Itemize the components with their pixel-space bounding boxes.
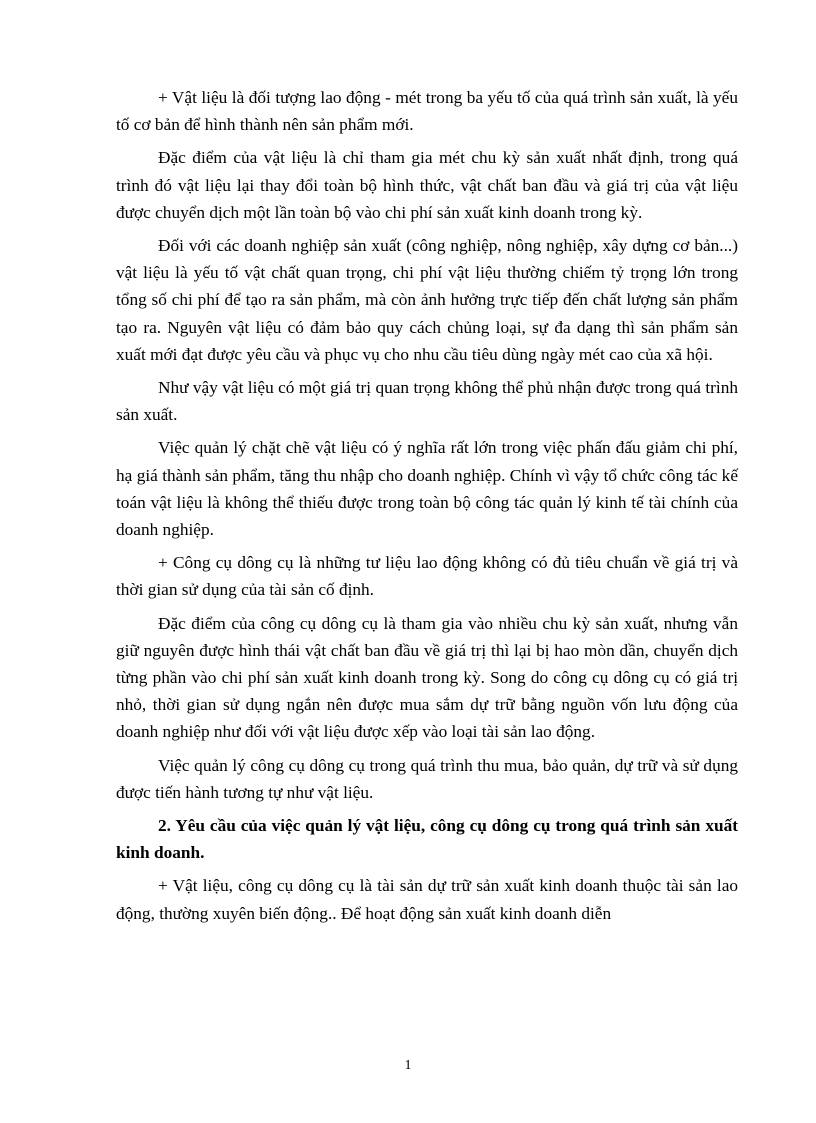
paragraph-material-value: Như vậy vật liệu có một giá trị quan trọng không thể phủ nhận được trong quá trình sản xuất. <box>116 378 738 425</box>
paragraph-tools-definition: + Công cụ dông cụ là những tư liệu lao động không có đủ tiêu chuẩn về giá trị và thời gian sử dụng của tài sản cố định. <box>116 553 738 600</box>
paragraph-material-definition: + Vật liệu là đối tượng lao động - mét trong ba yếu tố của quá trình sản xuất, là yếu tố cơ bản để hình thành nên sản phẩm mới. <box>116 88 738 135</box>
paragraph-material-management: Việc quản lý chặt chẽ vật liệu có ý nghĩa rất lớn trong việc phấn đấu giảm chi phí, hạ giá thành sản phẩm, tăng thu nhập cho doanh nghiệp. Chính vì vậy tổ chức công tác kế toán vật liệu là không thể thiếu được trong toàn bộ công tác quản lý kinh tế tài chính của doanh nghiệp. <box>116 438 738 540</box>
paragraph-material-importance: Đối với các doanh nghiệp sản xuất (công nghiệp, nông nghiệp, xây dựng cơ bản...) vật liệu là yếu tố vật chất quan trọng, chi phí vật liệu thường chiếm tỷ trọng lớn trong tổng số chi phí để tạo ra sản phẩm, mà còn ảnh hưởng trực tiếp đến chất lượng sản phẩm tạo ra. Nguyên vật liệu có đảm bảo quy cách chủng loại, sự đa dạng thì sản phẩm sản xuất mới đạt được yêu cầu và phục vụ cho nhu cầu tiêu dùng ngày mét cao của xã hội. <box>116 236 738 364</box>
section-heading: 2. Yêu cầu của việc quản lý vật liệu, công cụ dông cụ trong quá trình sản xuất kinh doanh. <box>116 816 738 863</box>
page-number: 1 <box>404 1058 412 1073</box>
document-body <box>116 84 738 933</box>
paragraph-material-characteristics: Đặc điểm của vật liệu là chỉ tham gia mét chu kỳ sản xuất nhất định, trong quá trình đó vật liệu lại thay đổi toàn bộ hình thức, vật chất ban đầu và giá trị của vật liệu được chuyển dịch một lần toàn bộ vào chi phí sản xuất kinh doanh trong kỳ. <box>116 148 738 222</box>
paragraph-tools-management: Việc quản lý công cụ dông cụ trong quá trình thu mua, bảo quản, dự trữ và sử dụng được tiến hành tương tự như vật liệu. <box>116 755 738 802</box>
paragraph-tools-characteristics: Đặc điểm của công cụ dông cụ là tham gia vào nhiều chu kỳ sản xuất, nhưng vẫn giữ nguyên được hình thái vật chất ban đầu về giá trị thì lại bị hao mòn dần, chuyển dịch từng phần vào chi phí sản xuất kinh doanh trong kỳ. Song do công cụ dông cụ có giá trị nhỏ, thời gian sử dụng ngắn nên được mua sắm dự trữ bằng nguồn vốn lưu động của doanh nghiệp như đối với vật liệu được xếp vào loại tài sản lao động. <box>116 613 738 742</box>
paragraph-requirements: + Vật liệu, công cụ dông cụ là tài sản dự trữ sản xuất kinh doanh thuộc tài sản lao động, thường xuyên biến động.. Để hoạt động sản xuất kinh doanh diễn <box>116 876 738 923</box>
